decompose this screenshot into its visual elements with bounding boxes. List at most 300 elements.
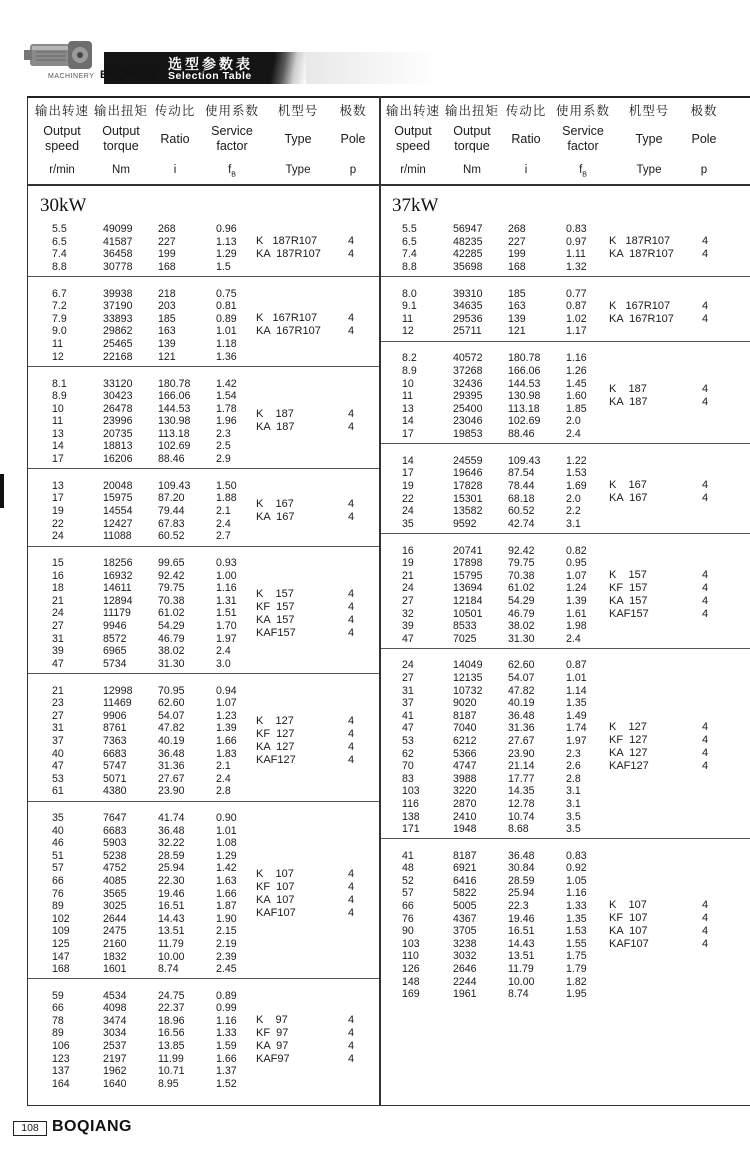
output-torque: 30423 <box>103 390 133 403</box>
service-factor: 1.79 <box>566 962 587 975</box>
model-type: KAF157 <box>256 626 296 639</box>
service-factor: 1.13 <box>216 235 237 248</box>
model-type: KA 187R107 <box>256 248 321 261</box>
service-factor: 2.45 <box>216 963 237 976</box>
column-unit: Type <box>285 164 311 176</box>
output-speed: 8.9 <box>52 390 67 403</box>
ratio: 102.69 <box>158 440 191 453</box>
service-factor: 1.97 <box>566 735 587 747</box>
output-speed: 24 <box>52 530 64 543</box>
table-row <box>52 607 252 620</box>
ratio: 109.43 <box>158 479 191 492</box>
pole-count: 4 <box>702 479 709 492</box>
model-type: KA 107 <box>609 924 648 937</box>
output-speed: 10 <box>52 402 64 415</box>
output-speed: 40 <box>52 824 64 837</box>
table-row <box>52 760 252 773</box>
service-factor: 1.63 <box>216 874 237 887</box>
table-row <box>52 888 252 901</box>
column-header-en: Service <box>562 124 604 138</box>
output-torque: 14554 <box>103 505 133 518</box>
ratio: 8.74 <box>158 963 179 976</box>
table-row <box>52 658 252 671</box>
pole-list <box>702 899 708 951</box>
table-row <box>52 735 252 748</box>
column-header-en: speed <box>44 139 80 153</box>
table-row <box>52 875 252 888</box>
table-row <box>402 288 602 301</box>
output-speed: 103 <box>402 937 420 950</box>
table-row <box>52 645 252 658</box>
table-row <box>402 352 602 365</box>
output-torque: 16206 <box>103 453 133 466</box>
service-factor: 0.92 <box>566 862 587 875</box>
table-row <box>52 570 252 583</box>
output-torque: 39310 <box>453 287 483 300</box>
ratio: 38.02 <box>508 620 535 633</box>
ratio: 22.37 <box>158 1002 185 1015</box>
type-list <box>609 721 649 773</box>
pole-count: 4 <box>702 594 709 607</box>
ratio: 17.77 <box>508 772 535 785</box>
column-unit: i <box>524 164 528 176</box>
output-torque: 2475 <box>103 925 127 938</box>
ratio: 46.79 <box>158 632 185 645</box>
output-speed: 76 <box>402 912 414 925</box>
ratio: 163 <box>158 325 176 338</box>
service-factor: 0.75 <box>216 287 237 300</box>
service-factor: 1.14 <box>566 684 587 697</box>
selection-block <box>52 288 252 364</box>
service-factor: 2.3 <box>566 747 581 760</box>
output-speed: 164 <box>52 1077 70 1090</box>
output-torque: 5734 <box>103 657 127 670</box>
output-torque: 4380 <box>103 785 127 798</box>
output-speed: 39 <box>402 620 414 633</box>
service-factor: 1.16 <box>566 352 587 365</box>
type-list <box>256 868 296 920</box>
output-torque: 14049 <box>453 659 483 672</box>
pole-count: 4 <box>348 1026 355 1039</box>
selection-block <box>402 659 602 835</box>
ratio: 14.43 <box>508 937 535 950</box>
output-speed: 103 <box>402 785 420 798</box>
table-row <box>402 390 602 403</box>
ratio: 13.85 <box>158 1040 185 1053</box>
service-factor: 0.89 <box>216 312 237 325</box>
table-row <box>52 685 252 698</box>
ratio: 144.53 <box>508 377 541 390</box>
service-factor: 1.07 <box>566 569 587 582</box>
table-row <box>402 545 602 558</box>
output-torque: 37190 <box>103 300 133 313</box>
pole-count: 4 <box>348 893 355 906</box>
ratio: 113.18 <box>158 427 190 440</box>
column-header-cn: 机型号 <box>277 104 319 118</box>
column-unit: p <box>349 164 357 176</box>
pole-count: 4 <box>348 421 355 434</box>
table-row <box>52 785 252 798</box>
table-row <box>402 773 602 786</box>
table-row <box>52 492 252 505</box>
service-factor: 2.15 <box>216 925 237 938</box>
ratio: 227 <box>508 235 526 248</box>
output-speed: 24 <box>52 607 64 620</box>
ratio: 36.48 <box>508 709 535 722</box>
service-factor: 0.77 <box>566 287 587 300</box>
output-torque: 9946 <box>103 620 127 633</box>
table-row <box>52 1053 252 1066</box>
pole-list <box>348 408 354 434</box>
model-type: KAF107 <box>609 937 649 950</box>
ratio: 62.60 <box>508 659 535 672</box>
output-speed: 24 <box>402 505 414 518</box>
service-factor: 0.89 <box>216 989 237 1002</box>
table-row <box>402 659 602 672</box>
output-speed: 7.4 <box>402 248 417 261</box>
service-factor: 1.01 <box>216 325 237 338</box>
ratio: 10.00 <box>158 950 185 963</box>
page-number: 108 <box>13 1121 47 1136</box>
pole-count: 4 <box>702 898 709 911</box>
pole-count: 4 <box>348 613 355 626</box>
output-speed: 6.7 <box>52 287 67 300</box>
output-torque: 1601 <box>103 963 127 976</box>
type-list <box>609 899 649 951</box>
ratio: 36.48 <box>158 747 185 760</box>
table-row <box>402 505 602 518</box>
type-list <box>256 588 296 640</box>
service-factor: 2.0 <box>566 415 581 428</box>
type-list <box>609 235 674 261</box>
table-row <box>402 428 602 441</box>
service-factor: 1.83 <box>216 747 237 760</box>
table-row <box>402 557 602 570</box>
model-type: K 167 <box>256 498 294 511</box>
pole-list <box>702 721 708 773</box>
column-header-en: Type <box>284 132 312 146</box>
output-torque: 13582 <box>453 505 483 518</box>
table-row <box>402 976 602 989</box>
table-row <box>402 582 602 595</box>
selection-block <box>52 480 252 543</box>
output-torque: 6965 <box>103 645 127 658</box>
block-divider <box>28 468 379 469</box>
selection-block <box>402 850 602 1001</box>
ratio: 121 <box>508 325 526 338</box>
table-row <box>402 633 602 646</box>
ratio: 31.30 <box>508 632 535 645</box>
ratio: 67.83 <box>158 517 185 530</box>
output-torque: 20048 <box>103 479 133 492</box>
ratio: 62.60 <box>158 697 185 710</box>
output-speed: 110 <box>402 950 419 963</box>
pole-list <box>348 588 354 640</box>
pole-count: 4 <box>348 235 355 248</box>
table-row <box>52 288 252 301</box>
service-factor: 2.4 <box>216 645 231 658</box>
output-speed: 51 <box>52 849 64 862</box>
model-type: KAF157 <box>609 607 649 620</box>
table-row <box>52 325 252 338</box>
output-torque: 33120 <box>103 377 133 390</box>
output-speed: 27 <box>402 672 414 685</box>
table-row <box>52 1002 252 1015</box>
pole-count: 4 <box>702 937 709 950</box>
column-header-en: torque <box>454 139 490 153</box>
output-torque: 29536 <box>453 312 483 325</box>
output-speed: 9.0 <box>52 325 67 338</box>
service-factor: 1.26 <box>566 364 587 377</box>
ratio: 8.68 <box>508 823 529 836</box>
table-row <box>52 812 252 825</box>
output-torque: 3705 <box>453 925 477 938</box>
output-speed: 89 <box>52 900 64 913</box>
pole-count: 4 <box>348 715 355 728</box>
output-torque: 6683 <box>103 824 127 837</box>
table-row <box>52 300 252 313</box>
output-speed: 16 <box>52 569 64 582</box>
output-speed: 35 <box>52 812 64 824</box>
model-type: KAF127 <box>256 754 296 767</box>
output-speed: 5.5 <box>52 223 67 235</box>
output-speed: 19 <box>402 557 414 570</box>
output-torque: 3988 <box>453 772 477 785</box>
ratio: 92.42 <box>158 569 185 582</box>
output-speed: 78 <box>52 1014 64 1027</box>
output-torque: 3025 <box>103 900 127 913</box>
ratio: 23.90 <box>508 747 535 760</box>
output-torque: 11179 <box>103 607 131 620</box>
type-list <box>256 715 296 767</box>
gear-motor-icon <box>22 36 102 72</box>
table-row <box>52 313 252 326</box>
model-type: KAF127 <box>609 760 649 773</box>
ratio: 139 <box>158 338 176 351</box>
ratio: 203 <box>158 300 176 313</box>
service-factor: 3.1 <box>566 785 581 798</box>
service-factor: 1.50 <box>216 479 237 492</box>
service-factor: 2.4 <box>216 517 231 530</box>
output-torque: 5747 <box>103 760 127 773</box>
output-torque: 1962 <box>103 1065 127 1078</box>
output-torque: 12427 <box>103 517 133 530</box>
output-torque: 25400 <box>453 402 483 415</box>
table-row <box>52 862 252 875</box>
output-torque: 23046 <box>453 415 483 428</box>
service-factor: 1.01 <box>566 672 587 685</box>
table-row <box>402 248 602 261</box>
selection-block <box>402 352 602 440</box>
service-factor: 1.53 <box>566 925 587 938</box>
table-row <box>402 672 602 685</box>
output-torque: 5005 <box>453 900 477 913</box>
table-row <box>52 850 252 863</box>
ratio: 16.51 <box>158 900 185 913</box>
pole-count: 4 <box>702 235 709 248</box>
output-speed: 52 <box>402 874 414 887</box>
ratio: 14.35 <box>508 785 535 798</box>
output-torque: 7025 <box>453 632 477 645</box>
output-torque: 4752 <box>103 862 127 875</box>
model-type: KA 127 <box>256 741 295 754</box>
table-row <box>52 722 252 735</box>
model-type: KA 187 <box>256 421 295 434</box>
output-speed: 47 <box>52 657 64 670</box>
table-row <box>52 390 252 403</box>
output-torque: 16932 <box>103 569 133 582</box>
service-factor: 1.32 <box>566 260 587 273</box>
output-speed: 19 <box>52 505 64 518</box>
pole-count: 4 <box>702 924 709 937</box>
ratio: 8.74 <box>508 988 529 1001</box>
ratio: 27.67 <box>508 735 535 747</box>
service-factor: 1.23 <box>216 709 237 722</box>
table-row <box>52 557 252 570</box>
output-torque: 12135 <box>453 672 483 685</box>
output-speed: 7.9 <box>52 312 67 325</box>
service-factor: 1.59 <box>216 1040 237 1053</box>
output-torque: 17828 <box>453 479 483 492</box>
service-factor: 2.19 <box>216 937 237 950</box>
service-factor: 1.17 <box>566 325 587 338</box>
service-factor: 0.81 <box>216 300 237 313</box>
table-row <box>52 261 252 274</box>
output-speed: 90 <box>402 925 414 938</box>
output-torque: 25711 <box>453 325 482 338</box>
output-speed: 83 <box>402 772 414 785</box>
table-row <box>402 493 602 506</box>
ratio: 31.36 <box>158 760 185 773</box>
ratio: 41.74 <box>158 812 185 824</box>
table-row <box>402 925 602 938</box>
column-header-en: Output <box>394 124 432 138</box>
table-row <box>52 428 252 441</box>
service-factor: 1.5 <box>216 260 231 273</box>
ratio: 70.95 <box>158 684 185 697</box>
model-type: K 187 <box>609 383 647 396</box>
ratio: 199 <box>508 248 526 261</box>
output-torque: 24559 <box>453 454 483 467</box>
output-speed: 171 <box>402 823 420 836</box>
ratio: 139 <box>508 312 526 325</box>
pole-count: 4 <box>702 383 709 396</box>
pole-count: 4 <box>702 568 709 581</box>
service-factor: 1.18 <box>216 338 237 351</box>
table-row <box>402 913 602 926</box>
table-row <box>52 633 252 646</box>
column-header-cn: 使用系数 <box>204 104 259 118</box>
output-speed: 123 <box>52 1052 70 1065</box>
table-row <box>52 403 252 416</box>
table-row <box>52 351 252 364</box>
pole-count: 4 <box>702 911 709 924</box>
output-torque: 35698 <box>453 260 483 273</box>
output-speed: 66 <box>52 1002 64 1015</box>
output-torque: 2244 <box>453 975 477 988</box>
output-speed: 53 <box>52 772 64 785</box>
ratio: 27.67 <box>158 772 185 785</box>
ratio: 87.54 <box>508 467 535 480</box>
output-torque: 9592 <box>453 517 477 530</box>
table-row <box>402 313 602 326</box>
table-row <box>402 300 602 313</box>
service-factor: 1.61 <box>566 607 587 620</box>
block-divider <box>381 341 750 342</box>
ratio: 166.06 <box>158 390 191 403</box>
model-type: K 127 <box>256 715 294 728</box>
ratio: 168 <box>158 260 176 273</box>
service-factor: 1.42 <box>216 377 237 390</box>
service-factor: 1.02 <box>566 312 587 325</box>
table-row <box>52 518 252 531</box>
pole-list <box>702 569 708 621</box>
output-speed: 24 <box>402 582 414 595</box>
service-factor: 1.97 <box>216 632 237 645</box>
output-speed: 62 <box>402 747 414 760</box>
column-header-cn: 传动比 <box>154 104 196 118</box>
service-factor: 1.16 <box>216 1014 237 1027</box>
ratio: 8.95 <box>158 1077 179 1090</box>
column-divider <box>379 96 381 1106</box>
output-speed: 18 <box>52 582 64 595</box>
table-row <box>52 963 252 976</box>
pole-list <box>702 479 708 505</box>
output-torque: 4747 <box>453 760 477 773</box>
output-torque: 14611 <box>103 582 132 595</box>
service-factor: 1.39 <box>216 722 237 735</box>
type-list <box>609 569 649 621</box>
service-factor: 1.35 <box>566 697 587 710</box>
ratio: 121 <box>158 350 176 363</box>
output-torque: 7363 <box>103 734 127 747</box>
output-speed: 39 <box>52 645 64 658</box>
output-torque: 48235 <box>453 235 483 248</box>
output-speed: 31 <box>52 632 64 645</box>
table-row <box>52 825 252 838</box>
output-torque: 1961 <box>453 988 477 1001</box>
output-torque: 12894 <box>103 594 133 607</box>
output-torque: 1640 <box>103 1077 127 1090</box>
pole-count: 4 <box>702 734 709 747</box>
model-type: KA 157 <box>256 613 295 626</box>
output-speed: 13 <box>52 479 64 492</box>
output-torque: 8761 <box>103 722 127 735</box>
table-row <box>52 223 252 236</box>
output-torque: 18813 <box>103 440 133 453</box>
output-torque: 15301 <box>453 492 483 505</box>
service-factor: 1.66 <box>216 734 237 747</box>
output-torque: 11088 <box>103 530 132 543</box>
ratio: 36.48 <box>158 824 185 837</box>
block-divider <box>28 673 379 674</box>
output-speed: 61 <box>52 785 64 798</box>
service-factor: 0.83 <box>566 223 587 235</box>
output-speed: 109 <box>52 925 70 938</box>
ratio: 11.79 <box>508 962 534 975</box>
column-unit: p <box>700 164 708 176</box>
service-factor: 2.9 <box>216 453 231 466</box>
table-row <box>52 440 252 453</box>
pole-count: 4 <box>348 587 355 600</box>
service-factor: 1.66 <box>216 887 237 900</box>
pole-count: 4 <box>702 299 709 312</box>
ratio: 10.71 <box>158 1065 185 1078</box>
service-factor: 1.53 <box>566 467 587 480</box>
table-row <box>402 811 602 824</box>
model-type: K 107 <box>256 867 294 880</box>
ratio: 28.59 <box>508 874 535 887</box>
